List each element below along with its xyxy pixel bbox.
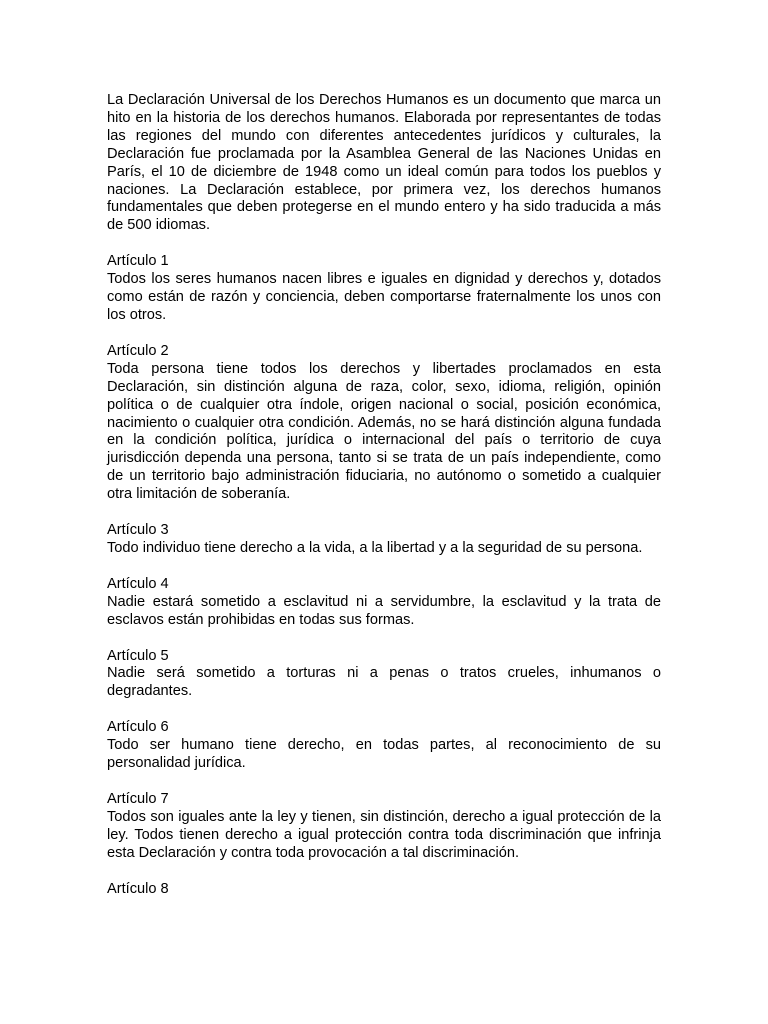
document-page [107, 92, 661, 917]
article-body: Todo individuo tiene derecho a la vida, a la libertad y a la seguridad de su persona. [107, 539, 643, 556]
article-title: Artículo 8 [107, 880, 169, 897]
article-6 [107, 719, 661, 773]
article-body: Todos son iguales ante la ley y tienen, sin distinción, derecho a igual protección de la ley. Todos tienen derecho a igual protección contra toda discriminación que infrinja esta Declaración y contra toda provocación a tal discriminación. [107, 808, 661, 861]
article-body: Nadie será sometido a torturas ni a penas o tratos crueles, inhumanos o degradantes. [107, 665, 661, 700]
article-body: Toda persona tiene todos los derechos y libertades proclamados en esta Declaración, sin distinción alguna de raza, color, sexo, idioma, religión, opinión política o de cualquier otra índole, origen nacional o social, posición económica, nacimiento o cualquier otra condición. Además, no se hará distinción alguna fundada en la condición política, jurídica o internacional del país o territorio de cuya jurisdicción dependa una persona, tanto si se trata de un país independiente, como de un territorio bajo administración fiduciaria, no autónomo o sometido a cualquier otra limitación de soberanía. [107, 360, 661, 503]
article-1 [107, 253, 661, 325]
article-title: Artículo 2 [107, 342, 169, 359]
article-8 [107, 881, 661, 899]
article-title: Artículo 4 [107, 575, 169, 592]
article-body: Todos los seres humanos nacen libres e iguales en dignidad y derechos y, dotados como están de razón y conciencia, deben comportarse fraternalmente los unos con los otros. [107, 271, 661, 323]
article-2 [107, 343, 661, 504]
article-4 [107, 576, 661, 630]
article-title: Artículo 3 [107, 522, 169, 539]
article-body: Nadie estará sometido a esclavitud ni a servidumbre, la esclavitud y la trata de esclavos están prohibidas en todas sus formas. [107, 593, 661, 628]
article-3 [107, 522, 661, 558]
article-title: Artículo 7 [107, 791, 169, 807]
article-7 [107, 791, 661, 863]
article-title: Artículo 1 [107, 253, 169, 270]
article-5 [107, 648, 661, 702]
intro-paragraph: La Declaración Universal de los Derechos Humanos es un documento que marca un hito en la historia de los derechos humanos. Elaborada por representantes de todas las regiones del mundo con diferentes antecedentes jurídicos y culturales, la Declaración fue proclamada por la Asamblea General de las Naciones Unidas en París, el 10 de diciembre de 1948 como un ideal común para todos los pueblos y naciones. La Declaración establece, por primera vez, los derechos humanos fundamentales que deben protegerse en el mundo entero y ha sido traducida a más de 500 idiomas. [107, 92, 661, 234]
article-body: Todo ser humano tiene derecho, en todas partes, al reconocimiento de su personalidad jurídica. [107, 737, 661, 772]
article-title: Artículo 6 [107, 719, 169, 736]
article-title: Artículo 5 [107, 647, 169, 664]
